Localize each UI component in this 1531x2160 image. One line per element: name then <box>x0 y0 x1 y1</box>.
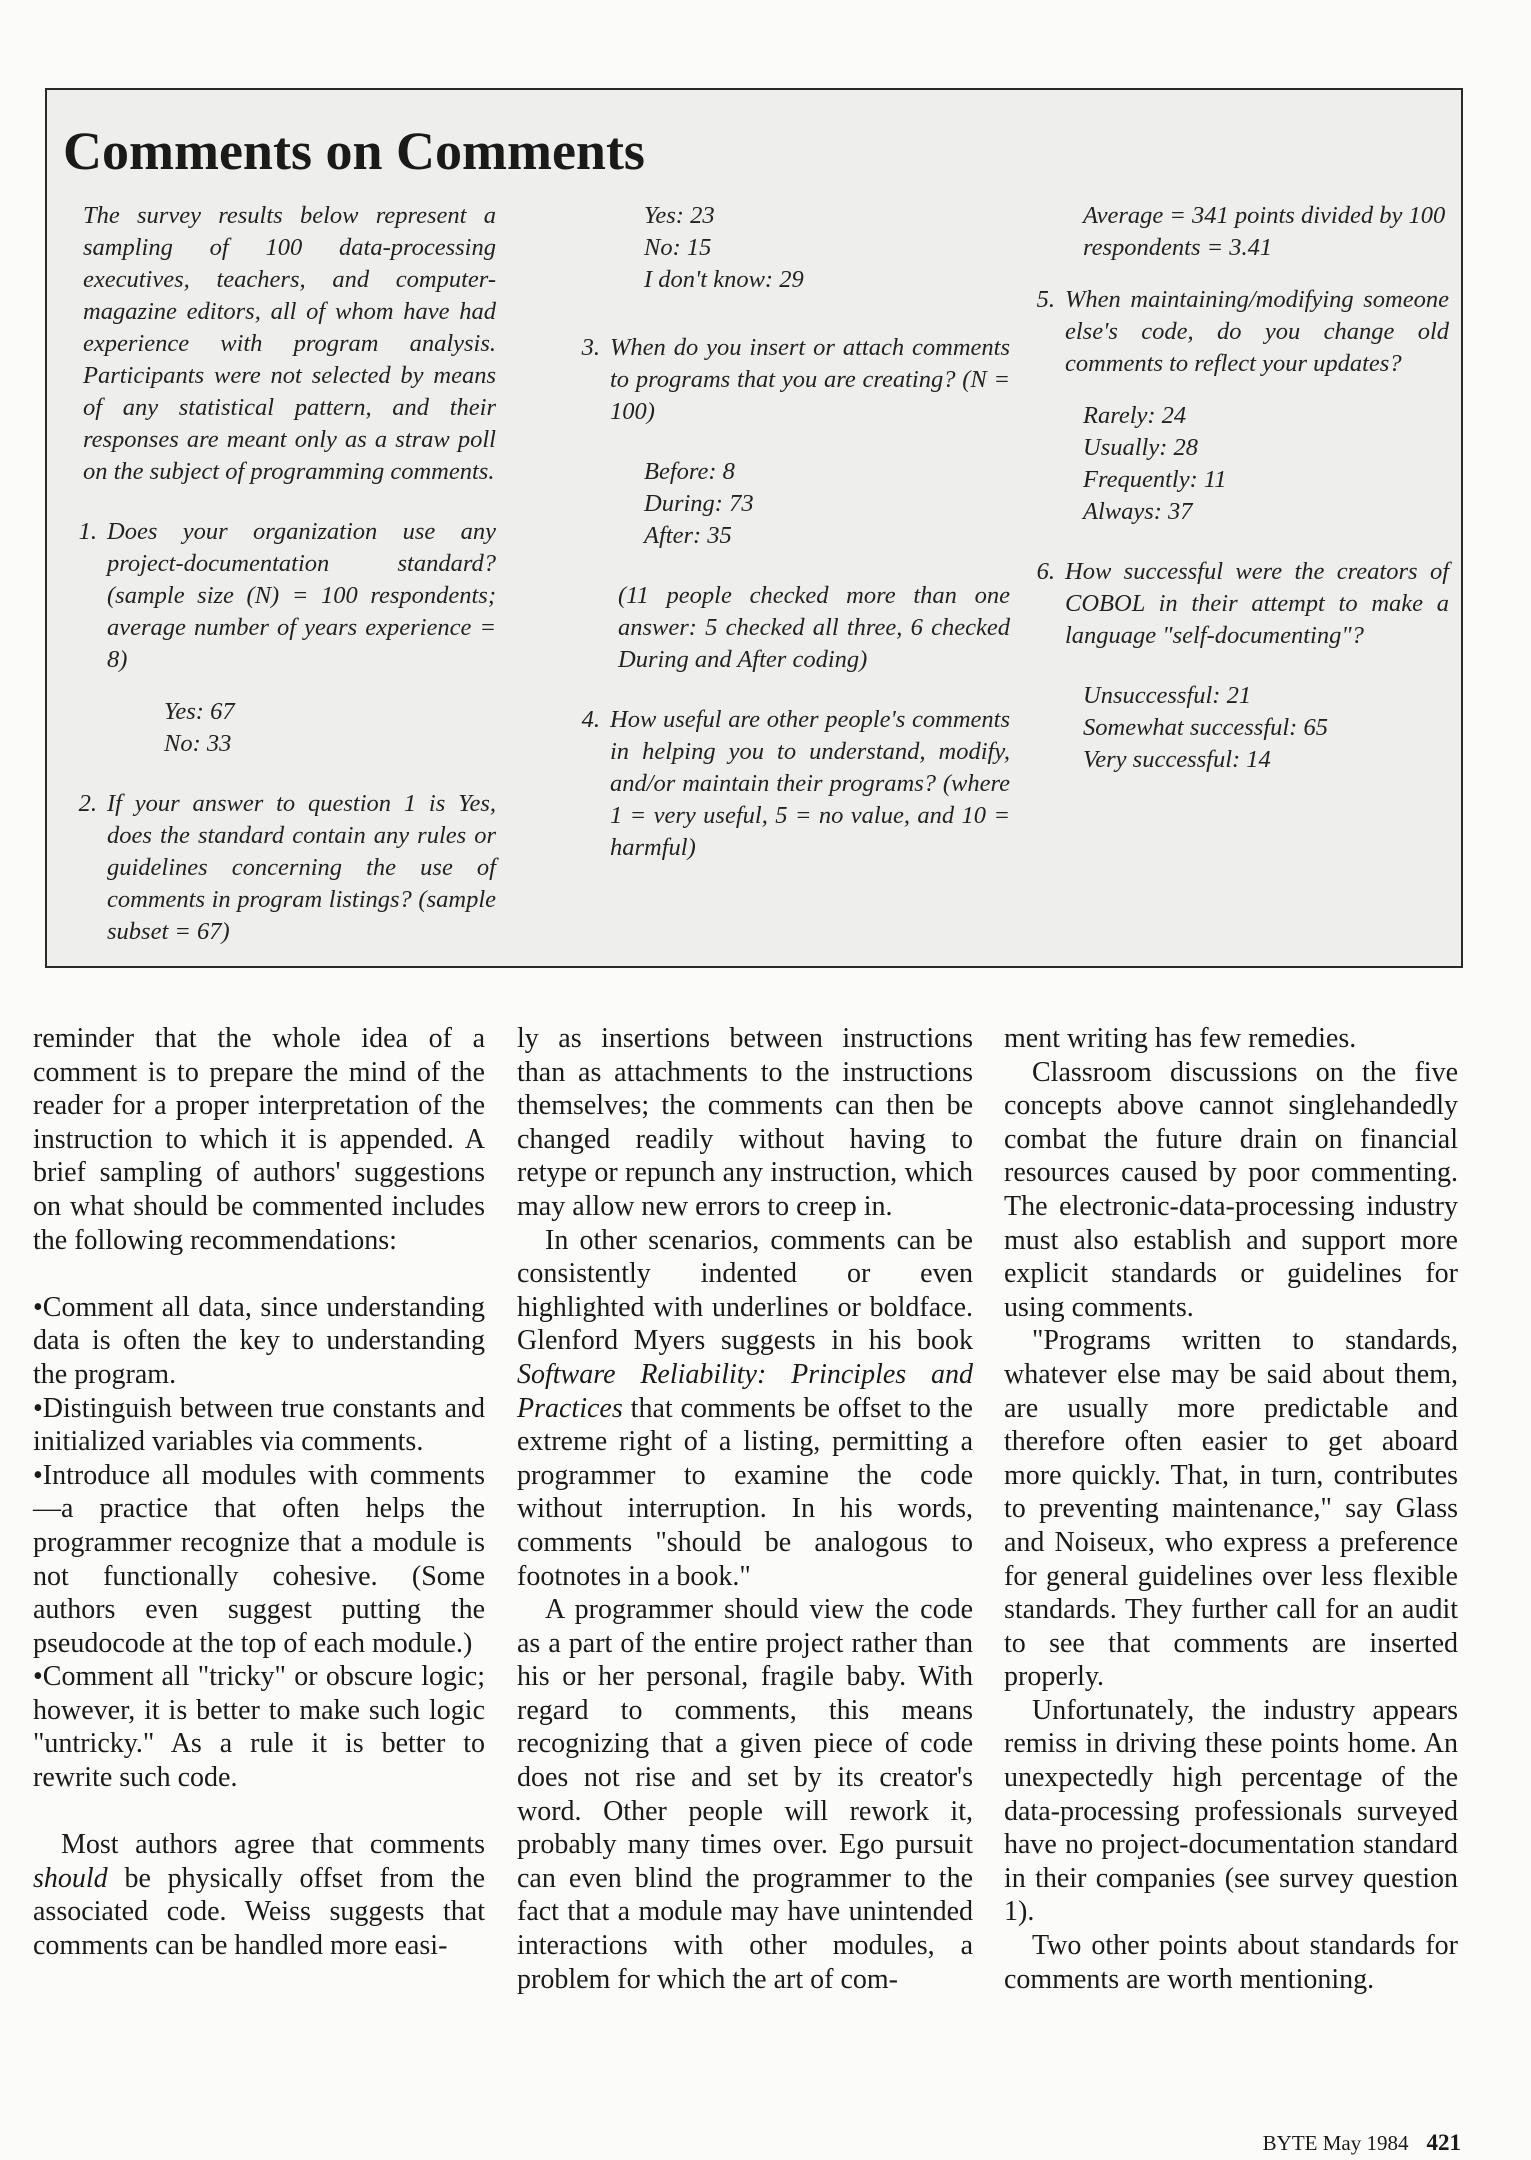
question-2-answers <box>540 200 1010 296</box>
bullet-item: •Comment all "tricky" or obscure logic; however, it is better to make such logic "untricky." As a rule it is better to rewrite such code. <box>33 1661 485 1794</box>
paragraph: ment writing has few remedies. <box>1004 1023 1357 1054</box>
question-text: If your answer to question 1 is Yes, does the standard contain any rules or guidelines concerning the use of comments in program listings? (sample subset = 67) <box>107 790 496 945</box>
question-5 <box>1021 284 1449 380</box>
answer: No: 33 <box>164 730 232 757</box>
question-5-answers <box>1021 400 1449 528</box>
question-number: 4. <box>581 706 600 733</box>
question-6 <box>1021 556 1449 652</box>
answer: During: 73 <box>644 490 754 517</box>
page-number: 421 <box>1426 2130 1461 2155</box>
sidebar-intro: The survey results below represent a sampling of 100 data-processing executives, teachers, and computer-magazine editors, all of whom have had experience with program analysis. Participants were not selected by means of any statistical pattern, and their responses are meant only as a straw poll on the subject of programming comments. <box>83 202 496 485</box>
answer: After: 35 <box>644 522 732 549</box>
question-6-answers <box>1021 680 1449 776</box>
page-footer <box>1263 2130 1461 2156</box>
question-number: 2. <box>78 790 97 817</box>
bullet-item: •Introduce all modules with comments—a practice that often helps the programmer recognize that a module is not functionally cohesive. (Some authors even suggest putting the pseudocode at the top of each module.) <box>33 1459 485 1659</box>
book-title: Software Reliability: Principles and Practices <box>517 1358 973 1424</box>
answer: I don't know: 29 <box>644 266 804 293</box>
question-text: How useful are other people's comments in helping you to understand, modify, and/or maintain their programs? (where 1 = very useful, 5 = no value, and 10 = harmful) <box>610 706 1010 861</box>
paragraph: "Programs written to standards, whatever else may be said about them, are usually more predictable and therefore often easier to get aboard more quickly. That, in turn, contributes to preventing maintenance," say Glass and Noiseux, who express a preference for general guidelines over less flexible standards. They further call for an audit to see that comments are inserted properly. <box>1004 1325 1458 1693</box>
paragraph: Unfortunately, the industry appears remiss in driving these points home. An unexpectedly high percentage of the data-processing professionals surveyed have no project-documentation standard in their companies (see survey question 1). <box>1004 1694 1458 1928</box>
paragraph: Most authors agree that comments should be physically offset from the associated code. Weiss suggests that comments can be handled more easi- <box>33 1829 485 1962</box>
answer: Yes: 67 <box>164 698 235 725</box>
article-column-3 <box>1004 1022 1458 1996</box>
question-number: 3. <box>581 334 600 361</box>
sidebar-column-1 <box>63 200 496 948</box>
question-1-answers <box>63 696 496 760</box>
question-2 <box>63 788 496 948</box>
question-1 <box>63 516 496 676</box>
article-column-1 <box>33 1022 485 1963</box>
paragraph: Classroom discussions on the five concepts above cannot singlehandedly combat the future drain on financial resources caused by poor commenting. The electronic-data-processing industry must also establish and support more explicit standards or guidelines for using comments. <box>1004 1056 1458 1323</box>
answer: Somewhat successful: 65 <box>1083 714 1328 741</box>
question-3-answers <box>540 456 1010 552</box>
question-number: 6. <box>1036 558 1055 585</box>
question-4 <box>540 704 1010 864</box>
paragraph: reminder that the whole idea of a comment is to prepare the mind of the reader for a proper interpretation of the instruction to which it is appended. A brief sampling of authors' suggestions on what should be commented includes the following recommendations: <box>33 1023 485 1256</box>
answer: Usually: 28 <box>1083 434 1198 461</box>
bullet-item: •Comment all data, since understanding data is often the key to understanding the program. <box>33 1291 485 1390</box>
paragraph: Two other points about standards for comments are worth mentioning. <box>1004 1930 1458 1995</box>
question-text: When do you insert or attach comments to programs that you are creating? (N = 100) <box>610 334 1010 425</box>
question-4-result: Average = 341 points divided by 100 respondents = 3.41 <box>1083 202 1446 261</box>
paragraph: In other scenarios, comments can be consistently indented or even highlighted with underlines or boldface. Glenford Myers suggests in his book Software Reliability: Principles and Practices that comments be offset to the extreme right of a listing, permitting a programmer to examine the code without interruption. In his words, comments "should be analogous to footnotes in a book." <box>517 1224 973 1592</box>
sidebar-column-3 <box>1021 200 1449 776</box>
question-3-note: (11 people checked more than one answer: 5 checked all three, 6 checked During and After coding) <box>618 582 1010 673</box>
question-3 <box>540 332 1010 428</box>
magazine-issue: BYTE May 1984 <box>1262 2131 1409 2155</box>
answer: Before: 8 <box>644 458 735 485</box>
emphasis: should <box>33 1862 108 1894</box>
article-column-2 <box>517 1022 973 1996</box>
bullet-item: •Distinguish between true constants and initialized variables via comments. <box>33 1392 485 1458</box>
survey-sidebar <box>45 88 1463 968</box>
answer: Very successful: 14 <box>1083 746 1271 773</box>
question-text: How successful were the creators of COBOL in their attempt to make a language "self-documenting"? <box>1065 558 1449 649</box>
question-text: When maintaining/modifying someone else's code, do you change old comments to reflect your updates? <box>1065 286 1449 377</box>
paragraph: ly as insertions between instructions than as attachments to the instructions themselves; the comments can then be changed readily without having to retype or repunch any instruction, which may allow new errors to creep in. <box>517 1023 973 1222</box>
paragraph: A programmer should view the code as a part of the entire project rather than his or her personal, fragile baby. With regard to comments, this means recognizing that a given piece of code does not rise and set by its creator's word. Other people will rework it, probably many times over. Ego pursuit can even blind the programmer to the fact that a module may have unintended interactions with other modules, a problem for which the art of com- <box>517 1594 973 1995</box>
answer: Always: 37 <box>1083 498 1193 525</box>
answer: Rarely: 24 <box>1083 402 1187 429</box>
sidebar-column-2 <box>540 200 1010 864</box>
question-number: 5. <box>1036 286 1055 313</box>
question-number: 1. <box>78 518 97 545</box>
answer: Unsuccessful: 21 <box>1083 682 1252 709</box>
answer: Frequently: 11 <box>1083 466 1227 493</box>
answer: Yes: 23 <box>644 202 715 229</box>
sidebar-title: Comments on Comments <box>63 121 645 181</box>
answer: No: 15 <box>644 234 712 261</box>
question-text: Does your organization use any project-documentation standard? (sample size (N) = 100 respondents; average number of years experience = 8) <box>107 518 496 673</box>
